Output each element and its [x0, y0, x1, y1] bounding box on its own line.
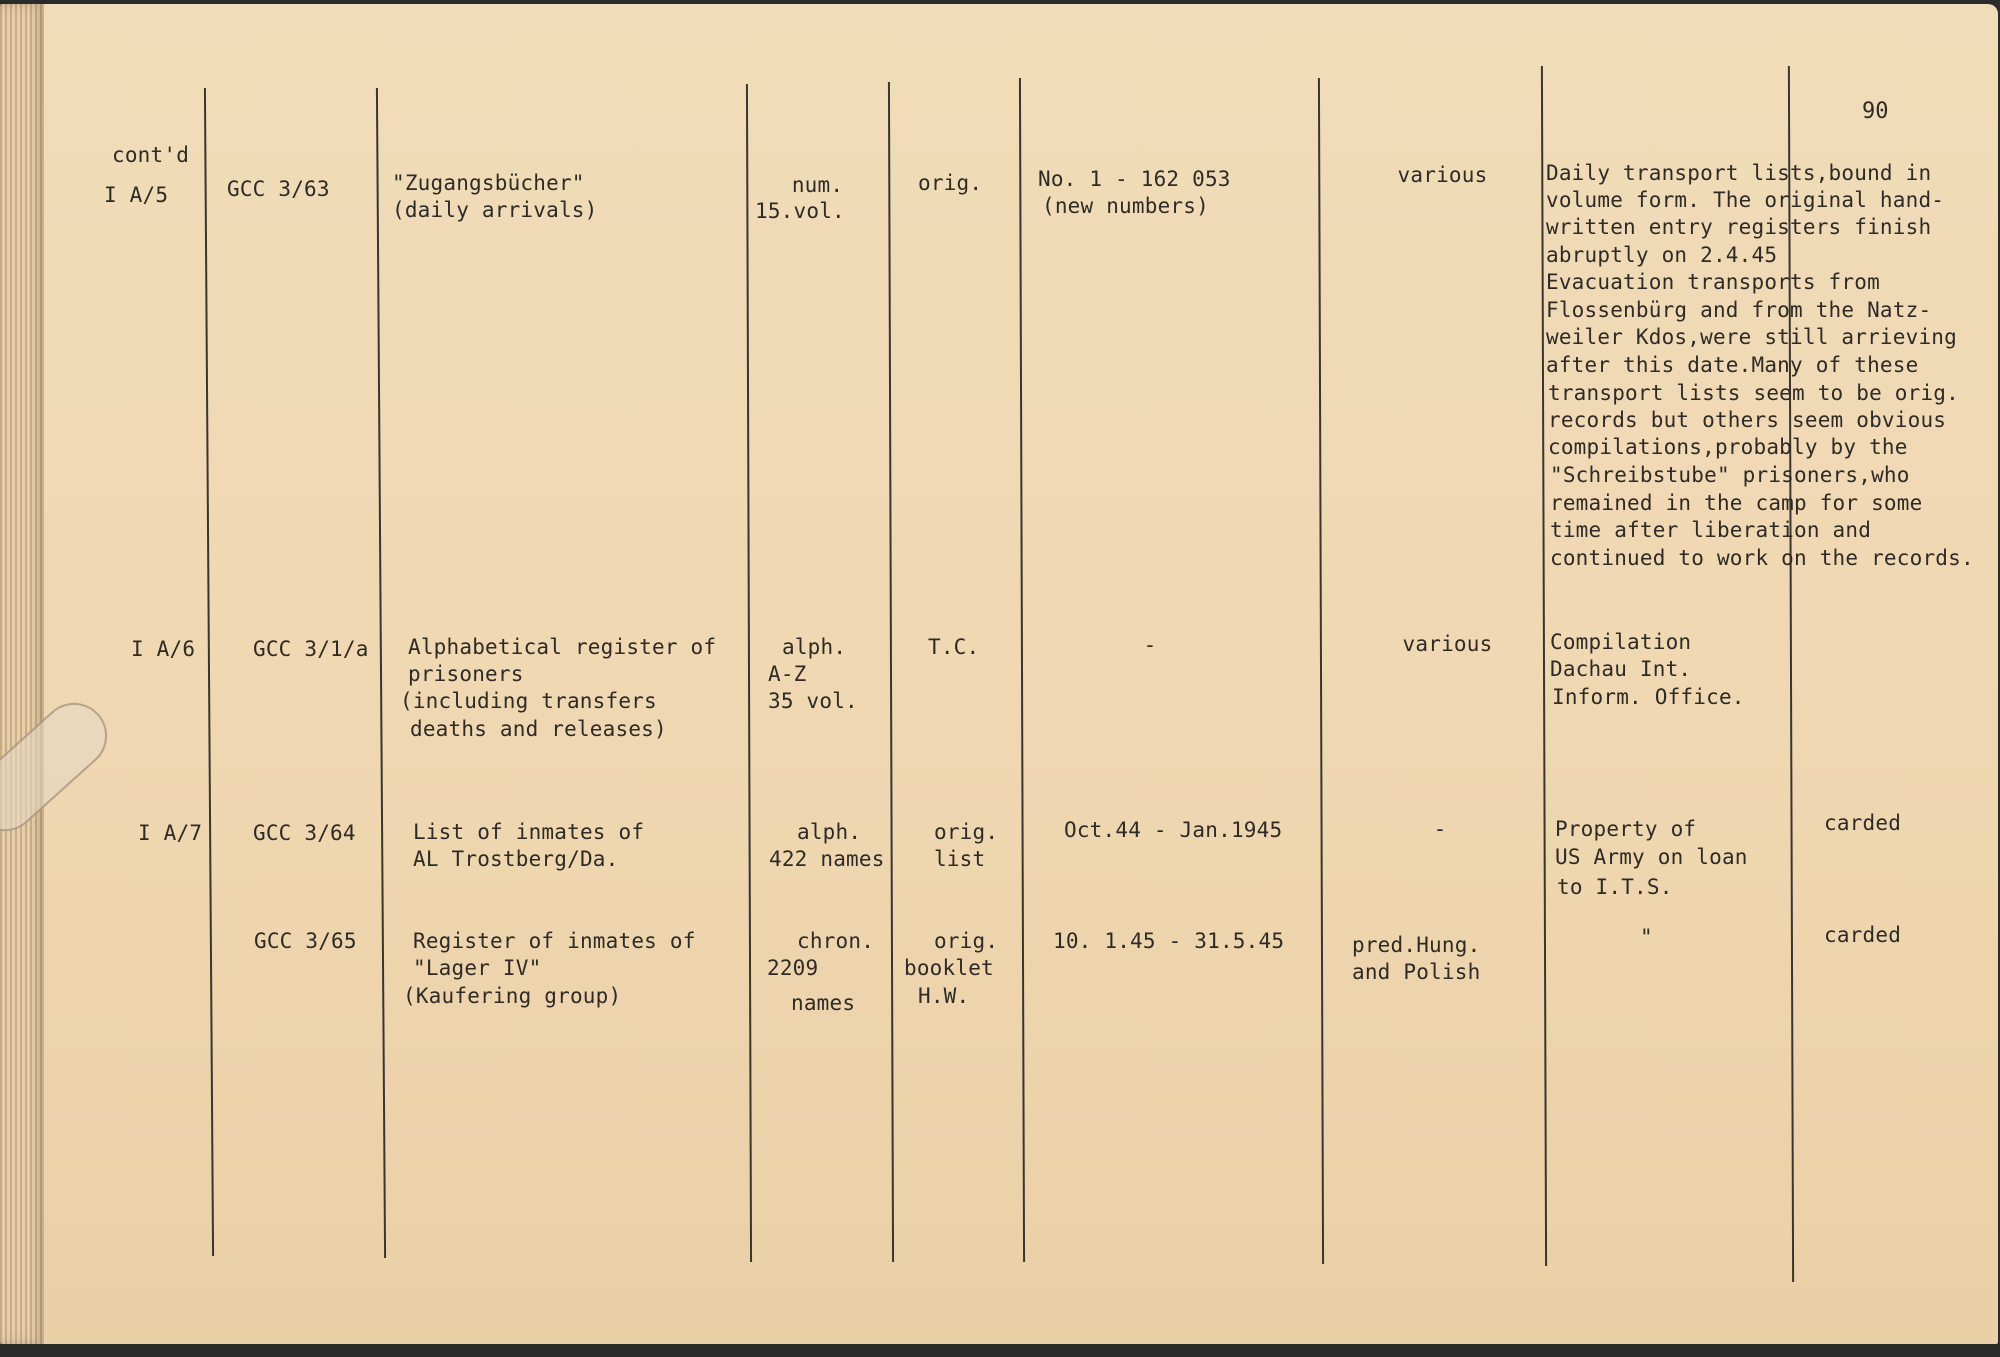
- remark-line: "Schreibstube" prisoners,who: [1550, 463, 1910, 487]
- row-title-line: "Lager IV": [413, 956, 542, 980]
- row-gcc: GCC 3/64: [253, 821, 356, 845]
- remark-line: continued to work on the records.: [1550, 546, 1974, 570]
- row-title-line: deaths and releases): [410, 717, 667, 741]
- column-rule: [376, 88, 386, 1258]
- row-arrangement: 422 names: [769, 847, 885, 871]
- row-arrangement: A-Z: [768, 662, 807, 686]
- remark-line: Dachau Int.: [1550, 657, 1692, 681]
- row-nationality: various: [1397, 163, 1488, 187]
- column-rule: [204, 88, 214, 1256]
- row-type: orig.: [934, 820, 999, 844]
- column-rule: [1019, 78, 1025, 1262]
- row-ref: I A/6: [131, 637, 196, 661]
- row-nationality: -: [1433, 817, 1447, 841]
- remark-line: weiler Kdos,were still arrieving: [1546, 325, 1957, 349]
- row-gcc: GCC 3/65: [254, 929, 357, 953]
- row-nationality: and Polish: [1352, 960, 1481, 984]
- row-numbers: No. 1 - 162 053: [1038, 167, 1231, 191]
- row-ref: I A/5: [104, 183, 169, 207]
- row-arrangement: alph.: [797, 820, 862, 844]
- row-title-line: (Kaufering group): [403, 984, 622, 1008]
- ledger-page: [0, 4, 1998, 1344]
- row-numbers: 10. 1.45 - 31.5.45: [1053, 929, 1285, 953]
- row-arrangement: names: [791, 991, 856, 1015]
- remark-line: abruptly on 2.4.45: [1546, 243, 1778, 267]
- book-spine: [0, 4, 44, 1344]
- row-arrangement: num.: [791, 173, 844, 197]
- row-numbers: (new numbers): [1042, 194, 1209, 218]
- remark-line: Inform. Office.: [1552, 685, 1745, 709]
- remark-line: records but others seem obvious: [1548, 408, 1947, 432]
- row-title-line: List of inmates of: [413, 820, 645, 844]
- row-title-line: (including transfers: [400, 689, 657, 713]
- row-arrangement: 15.vol.: [755, 199, 845, 223]
- column-rule: [1318, 78, 1324, 1264]
- row-title-line: prisoners: [408, 662, 524, 686]
- remark-line: written entry registers finish: [1546, 215, 1932, 239]
- remark-line: volume form. The original hand-: [1546, 188, 1945, 212]
- row-type: H.W.: [918, 984, 970, 1008]
- row-title-line: "Zugangsbücher": [392, 171, 585, 195]
- remark-line: remained in the camp for some: [1550, 491, 1923, 515]
- row-type: T.C.: [928, 635, 980, 659]
- row-type: list: [934, 847, 986, 871]
- row-nationality: pred.Hung.: [1352, 933, 1481, 957]
- remark-ditto: ": [1640, 925, 1653, 949]
- row-numbers: Oct.44 - Jan.1945: [1064, 818, 1283, 842]
- row-type: orig.: [934, 929, 999, 953]
- row-gcc: GCC 3/1/a: [253, 637, 369, 661]
- remark-line: to I.T.S.: [1557, 875, 1673, 899]
- row-nationality: various: [1402, 632, 1493, 656]
- remark-line: Compilation: [1550, 630, 1692, 654]
- row-type: booklet: [904, 956, 994, 980]
- row-title-line: (daily arrivals): [392, 198, 598, 222]
- column-rule: [888, 82, 894, 1262]
- remark-line: Property of: [1555, 817, 1697, 841]
- remark-line: US Army on loan: [1555, 845, 1748, 869]
- remark-line: time after liberation and: [1550, 518, 1872, 542]
- carded-mark: carded: [1824, 923, 1902, 947]
- remark-line: transport lists seem to be orig.: [1548, 381, 1959, 405]
- row-ref: I A/7: [138, 821, 203, 845]
- carded-mark: carded: [1824, 811, 1902, 835]
- remark-line: compilations,probably by the: [1548, 435, 1908, 459]
- row-type: orig.: [918, 171, 983, 195]
- row-arrangement: alph.: [782, 635, 847, 659]
- remark-line: after this date.Many of these: [1546, 353, 1919, 377]
- column-rule: [1788, 66, 1794, 1282]
- row-arrangement: chron.: [797, 929, 875, 953]
- row-title-line: Register of inmates of: [413, 929, 696, 953]
- remark-line: Daily transport lists,bound in: [1546, 161, 1932, 185]
- page-number: 90: [1862, 99, 1889, 124]
- row-title-line: AL Trostberg/Da.: [413, 847, 619, 871]
- remark-line: Evacuation transports from: [1546, 270, 1880, 294]
- column-rule: [746, 84, 752, 1262]
- remark-line: Flossenbürg and from the Natz-: [1546, 298, 1932, 322]
- contd-label: cont'd: [112, 143, 190, 167]
- row-numbers: -: [1143, 633, 1157, 657]
- row-arrangement: 35 vol.: [768, 689, 858, 713]
- row-gcc: GCC 3/63: [227, 177, 330, 201]
- row-arrangement: 2209: [767, 956, 819, 980]
- row-title-line: Alphabetical register of: [408, 635, 717, 659]
